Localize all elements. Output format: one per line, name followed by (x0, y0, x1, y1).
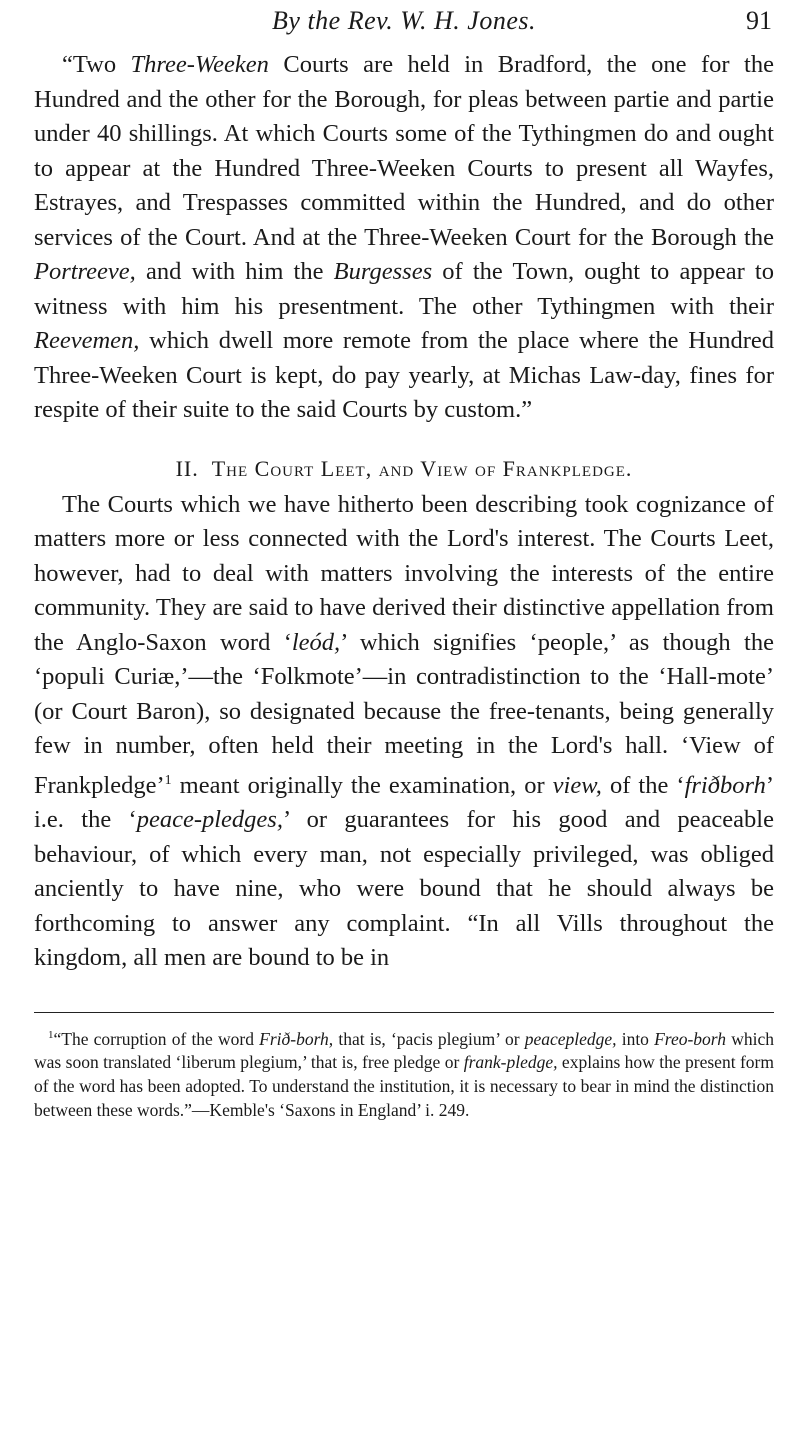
para-italic-d: friðborh (684, 771, 766, 799)
footnote-reference: 1 (164, 772, 172, 788)
quote-text-1: “Two (62, 51, 131, 78)
quote-italic-1: Three-Weeken (130, 51, 269, 78)
footnote-text-b: that is, ‘pacis plegium’ or (333, 1028, 525, 1049)
footnote-marker: 1 (48, 1028, 54, 1041)
footnote-rule (34, 1012, 774, 1013)
footnote-text-a: “The corruption of the word (53, 1028, 260, 1049)
para-italic-a: leód, (291, 628, 341, 656)
section-numeral: II. (175, 455, 199, 481)
para-italic-c: view, (552, 771, 602, 799)
quote-italic-3: Burgesses (333, 258, 433, 285)
running-head (34, 0, 774, 48)
footnote-text-d: which was soon translated ‘liberum plegium,’ that is, free pledge or (34, 1028, 774, 1073)
body-paragraph (34, 488, 774, 976)
running-title: By the Rev. W. H. Jones. (272, 6, 536, 35)
footnote-text-e: explains how the present form of the word has been adopted. To understand the institution, it is necessary to bear in mind the distinction between these words.”—Kemble's ‘Saxons in England’ i. 249. (34, 1052, 774, 1121)
quote-paragraph (34, 48, 774, 428)
footnote-italic-d: frank-pledge, (463, 1052, 558, 1073)
para-italic-e: peace-pledges, (136, 806, 283, 834)
section-heading (34, 456, 774, 482)
quote-text-3: and with him the (135, 258, 334, 285)
footnote-text-c: into (616, 1028, 655, 1049)
quote-text-2: Courts are held in Bradford, the one for the Hundred and the other for the Borough, for pleas between partie and partie under 40 shillings. At which Courts some of the Tythingmen do and ought to appear at the Hundred Three-Weeken Courts to present all Wayfes, Estrayes, and Trespasses committed within the Hundred, and do other services of the Court. And at the Three-Weeken Court for the Borough the (34, 51, 774, 251)
footnote-italic-c: Freo-borh (654, 1028, 727, 1049)
para-text-c: meant originally the examination, or (171, 771, 553, 799)
footnote (34, 1023, 774, 1123)
para-text-f: ’ or guarantees for his good and peaceable behaviour, of which every man, not especially privileged, was obliged anciently to have nine, who were bound that he should always be forthcoming to answer any complaint. “In all Vills throughout the kingdom, all men are bound to be in (34, 806, 774, 972)
quote-text-5: which dwell more remote from the place where the Hundred Three-Weeken Court is kept, do pay yearly, at Michas Law-day, fines for respite of their suite to the said Courts by custom.” (34, 327, 774, 423)
para-text-a: The Courts which we have hitherto been describing took cognizance of matters more or less connected with the Lord's interest. The Courts Leet, however, had to deal with matters involving the interests of the entire community. They are said to have derived their distinctive appellation from the Anglo-Saxon word ‘ (34, 490, 774, 656)
document-page (34, 0, 774, 1122)
section-title: The Court Leet, and View of Frankpledge. (211, 455, 633, 481)
footnote-italic-a: Frið-borh, (259, 1028, 334, 1049)
para-text-e: ’ i.e. the ‘ (34, 771, 774, 834)
page-number: 91 (746, 6, 772, 35)
quote-italic-2: Portreeve, (34, 258, 136, 285)
quote-text-4: of the Town, ought to appear to witness with him his presentment. The other Tythingmen with their (34, 258, 774, 320)
quote-italic-4: Reevemen, (34, 327, 140, 354)
para-text-b: ’ which signifies ‘people,’ as though the ‘populi Curiæ,’—the ‘Folkmote’—in contradistinction to the ‘Hall-mote’ (or Court Baron), so designated because the free-tenants, being generally few in number, often held their meeting in the Lord's hall. ‘View of Frankpledge’ (34, 628, 774, 799)
para-text-d: of the ‘ (601, 771, 685, 799)
footnote-italic-b: peacepledge, (524, 1028, 617, 1049)
